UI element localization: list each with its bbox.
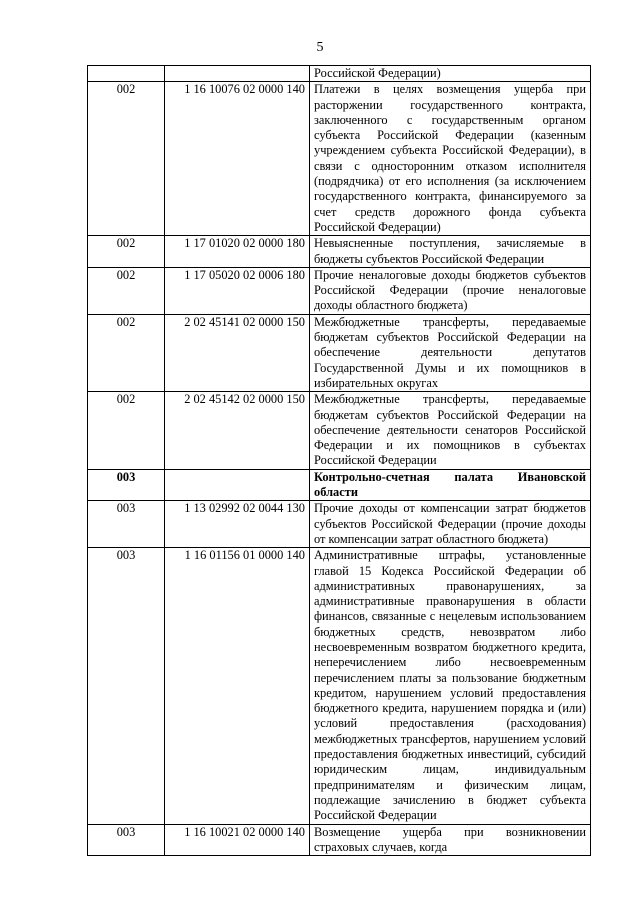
admin-code-cell: 002 [88, 267, 165, 314]
description-cell: Прочие доходы от компенсации затрат бюджетов субъектов Российской Федерации (прочие доходы от компенсации затрат областного бюджета) [310, 501, 591, 548]
table-row [88, 267, 591, 314]
budget-classification-table [87, 65, 591, 856]
budget-code-cell: 2 02 45141 02 0000 150 [165, 314, 310, 391]
table-row [88, 82, 591, 236]
table-row-continuation [88, 66, 591, 82]
description-cell: Межбюджетные трансферты, передаваемые бюджетам субъектов Российской Федерации на обеспечение деятельности сенаторов Российской Федерации и их помощников в субъектах Российской Федерации [310, 392, 591, 469]
table-row [88, 236, 591, 268]
budget-code-cell: 1 17 01020 02 0000 180 [165, 236, 310, 268]
description-cell: Административные штрафы, установленные главой 15 Кодекса Российской Федерации об административных правонарушениях, за административные правонарушения в области финансов, связанные с нецелевым использованием бюджетных средств, невозвратом либо несвоевременным возвратом бюджетного кредита, неперечислением либо несвоевременным перечислением платы за пользование бюджетным кредитом, нарушением условий предоставления бюджетного кредита, нарушением порядка и (или) условий предоставления (расходования) межбюджетных трансфертов, нарушением условий предоставления бюджетных инвестиций, субсидий юридическим лицам, индивидуальным предпринимателям и физическим лицам, подлежащие зачислению в бюджет субъекта Российской Федерации [310, 548, 591, 824]
budget-code-cell: 1 13 02992 02 0044 130 [165, 501, 310, 548]
admin-code-cell: 002 [88, 314, 165, 391]
admin-code-cell: 003 [88, 501, 165, 548]
budget-code-cell: 2 02 45142 02 0000 150 [165, 392, 310, 469]
admin-code-cell: 002 [88, 392, 165, 469]
table-row [88, 314, 591, 391]
table-row [88, 501, 591, 548]
table-row [88, 392, 591, 469]
admin-code-cell: 002 [88, 236, 165, 268]
budget-code-cell: 1 16 10021 02 0000 140 [165, 824, 310, 856]
admin-code-cell: 003 [88, 824, 165, 856]
page-number: 5 [316, 40, 324, 55]
description-cell: Межбюджетные трансферты, передаваемые бюджетам субъектов Российской Федерации на обеспечение деятельности депутатов Государственной Думы и их помощников в избирательных округах [310, 314, 591, 391]
budget-code-cell [165, 66, 310, 82]
budget-code-cell [165, 469, 310, 501]
table-row [88, 548, 591, 824]
admin-code-cell: 003 [88, 548, 165, 824]
budget-code-cell: 1 16 01156 01 0000 140 [165, 548, 310, 824]
description-cell: Невыясненные поступления, зачисляемые в бюджеты субъектов Российской Федерации [310, 236, 591, 268]
table-body [88, 66, 591, 856]
description-cell: Платежи в целях возмещения ущерба при расторжении государственного контракта, заключенного с государственным органом субъекта Российской Федерации (казенным учреждением субъекта Российской Федерации), в связи с односторонним отказом исполнителя (подрядчика) от его исполнения (за исключением государственного контракта, финансируемого за счет средств дорожного фонда субъекта Российской Федерации) [310, 82, 591, 236]
admin-code-cell: 003 [88, 469, 165, 501]
description-cell: Прочие неналоговые доходы бюджетов субъектов Российской Федерации (прочие неналоговые доходы областного бюджета) [310, 267, 591, 314]
budget-code-cell: 1 16 10076 02 0000 140 [165, 82, 310, 236]
description-cell: Возмещение ущерба при возникновении страховых случаев, когда [310, 824, 591, 856]
table-row [88, 824, 591, 856]
budget-code-cell: 1 17 05020 02 0006 180 [165, 267, 310, 314]
admin-code-cell: 002 [88, 82, 165, 236]
description-cell: Контрольно-счетная палата Ивановской области [310, 469, 591, 501]
table-row-organization [88, 469, 591, 501]
admin-code-cell [88, 66, 165, 82]
description-cell: Российской Федерации) [310, 66, 591, 82]
